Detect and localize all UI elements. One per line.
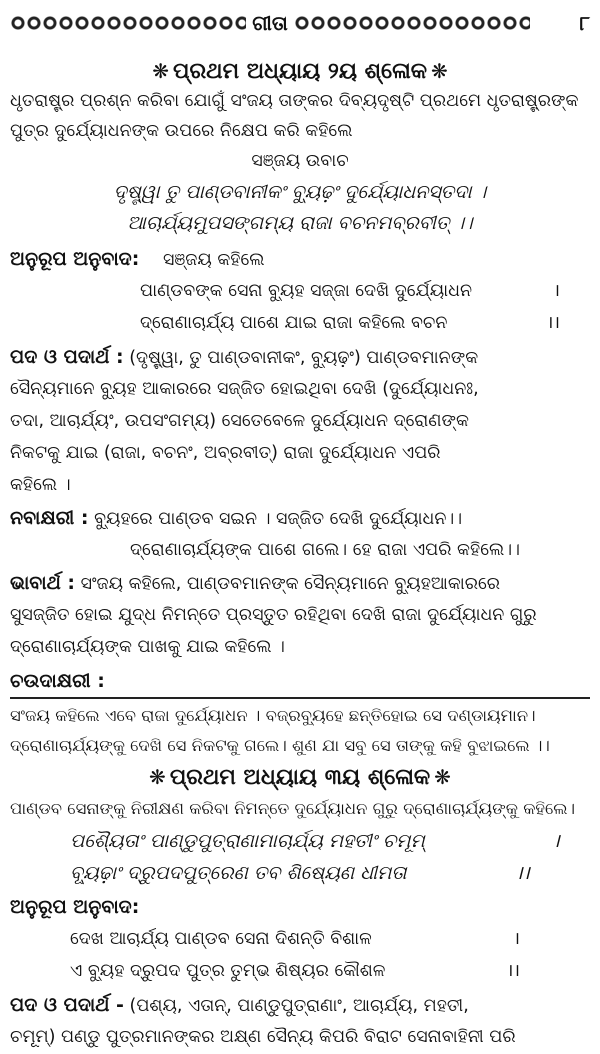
section1-uvacha: ସଞ୍ଜୟ ଉବାଚ [251, 151, 349, 171]
section2-heading-text: ପ୍ରଥମ ଅଧ୍ୟାୟ ୩ୟ ଶ୍ଳୋକ [169, 765, 431, 790]
ornament-right [294, 12, 530, 34]
pada-text: (ଦୃଷ୍ଟ୍ୱା, ତୁ ପାଣ୍ଡବାନୀକଂ, ବ୍ୟୁଢ଼ଂ) ପାଣ୍ଡବମାନଙ୍କ [129, 348, 479, 368]
section2-verse-2 [10, 858, 590, 888]
verse-text: ବ୍ୟୂଢ଼ାଂ ଦ୍ରୁପଦପୁତ୍ରେଣ ତବ ଶିଷ୍ୟେଣ ଧୀମତା [70, 862, 407, 884]
chau-label: ଚଉଦାକ୍ଷରୀ : [10, 670, 105, 692]
section1-chau-1: ସଂଜୟ କହିଲେ ଏବେ ରାଜା ଦୁର୍ଯ୍ୟୋଧନ । ବଜ୍ରବ୍ୟୁହେ ଛନ୍ତିହୋଇ ସେ ଦଣ୍ଡାୟମାନ। [10, 706, 536, 725]
divider [10, 697, 590, 699]
section1-chau-2: ଦ୍ରୋଣାଚାର୍ଯ୍ୟଙ୍କୁ ଦେଖି ସେ ନିକଟକୁ ଗଲେ। ଶୁଣ ଯା ସବୁ ସେ ତାଙ୍କୁ କହି ବୁଝାଇଲେ ।। [10, 736, 550, 755]
anurupa-text: ଏ ବ୍ୟୁହ ଦ୍ରୁପଦ ପୁତ୍ର ତୁମ୍ଭ ଶିଷ୍ୟର କୌଶଳ [70, 961, 386, 981]
section1-anurupa-2 [10, 308, 590, 338]
anurupa-text: ପାଣ୍ଡବଙ୍କ ସେନା ବ୍ୟୁହ ସଜ୍ଜା ଦେଖି ଦୁର୍ଯ୍ୟୋଧନ [140, 281, 473, 301]
section1-anurupa-1 [10, 276, 590, 306]
section1-intro-1: ଧୃତରାଷ୍ଟ୍ର ପ୍ରଶ୍ନ କରିବା ଯୋଗୁଁ ସଂଜୟ ତାଙ୍କର ଦିବ୍ୟଦୃଷ୍ଟି ପ୍ରଥମେ ଧୃତରାଷ୍ଟ୍ରଙ୍କ [10, 91, 579, 111]
section1-anurupa-row [10, 244, 590, 275]
naba-label: ନବାକ୍ଷରୀ : [10, 507, 89, 529]
section2-verse-1 [10, 826, 590, 856]
star-icon: ❋ [152, 59, 169, 83]
danda-mark: ।। [515, 862, 530, 884]
section1-chau-label [10, 666, 590, 697]
bhava-label: ଭାବାର୍ଥ : [10, 572, 76, 594]
anurupa-text: ଦେଖ ଆଚାର୍ଯ୍ୟ ପାଣ୍ଡବ ସେନା ଦିଶନ୍ତି ବିଶାଳ [70, 929, 372, 949]
section2-heading [10, 762, 590, 793]
bhava-text: ସଂଜୟ କହିଲେ, ପାଣ୍ଡବମାନଙ୍କ ସୈନ୍ୟମାନେ ବ୍ୟୁହଆକାରରେ [80, 574, 501, 594]
section1-pada-3: ତଦା, ଆଚାର୍ଯ୍ୟଂ, ଉପସଂଗମ୍ୟ) ସେତେବେଳେ ଦୁର୍ଯ୍ୟୋଧନ ଦ୍ରୋଣଙ୍କ [10, 411, 469, 431]
section1-pada-5: କହିଲେ । [10, 475, 71, 495]
section2-pada-1 [10, 990, 590, 1021]
section2-intro: ପାଣ୍ଡବ ସେନାଙ୍କୁ ନିରୀକ୍ଷଣ କରିବା ନିମନ୍ତେ ଦୁର୍ଯ୍ୟୋଧନ ଗୁରୁ ଦ୍ରୋଣାଚାର୍ଯ୍ୟଙ୍କୁ କହିଲେ। [10, 799, 576, 818]
section1-bhava-2: ସୁସଜ୍ଜିତ ହୋଇ ଯୁଦ୍ଧ ନିମନ୍ତେ ପ୍ରସ୍ତୁତ ରହିଥିବା ଦେଖି ରାଜା ଦୁର୍ଯ୍ୟୋଧନ ଗୁରୁ [10, 605, 537, 625]
section1-pada-2: ସୈନ୍ୟମାନେ ବ୍ୟୁହ ଆକାରରେ ସଜ୍ଜିତ ହୋଇଥିବା ଦେଖି (ଦୁର୍ଯ୍ୟୋଧନଃ, [10, 379, 479, 399]
danda-mark: ।। [506, 961, 520, 981]
section1-intro-2: ପୁତ୍ର ଦୁର୍ଯ୍ୟୋଧନଙ୍କ ଉପରେ ନିକ୍ଷେପ କରି କହିଲେ [10, 121, 353, 141]
page-number: ୮ [579, 11, 590, 35]
section1-pada-4: ନିକଟକୁ ଯାଇ (ରାଜା, ବଚନଂ, ଅବ୍ରବୀତ୍) ରାଜା ଦୁର୍ଯ୍ୟୋଧନ ଏପରି [10, 443, 441, 463]
section2-anurupa-1 [10, 924, 590, 954]
pada-label: ପଦ ଓ ପଦାର୍ଥ : [10, 346, 124, 368]
page-header [10, 6, 590, 40]
danda-mark: । [552, 830, 560, 852]
anurupa-label: ଅନୁରୂପ ଅନୁବାଦ: [10, 248, 140, 270]
section1-heading [10, 56, 590, 87]
section2-anurupa-2 [10, 956, 590, 986]
section2-anurupa-label-row [10, 892, 590, 923]
star-icon: ❋ [431, 59, 448, 83]
anurupa-text: ଦ୍ରୋଣାଚାର୍ଯ୍ୟ ପାଶେ ଯାଇ ରାଜା କହିଲେ ବଚନ [140, 313, 448, 333]
anurupa-lead: ସଞ୍ଜୟ କହିଲେ [162, 250, 265, 270]
section1-bhava-1 [10, 568, 590, 599]
section2-pada-2: ଚମୂମ୍) ପଣ୍ଡୁ ପୁତ୍ରମାନଙ୍କର ଅକ୍ଷ୍ଣ ସୈନ୍ୟ କିପରି ବିରାଟ ସେନାବାହିନୀ ପରି [10, 1027, 516, 1047]
section1-bhava-3: ଦ୍ରୋଣାଚାର୍ଯ୍ୟଙ୍କ ପାଖକୁ ଯାଇ କହିଲେ । [10, 637, 285, 657]
star-icon: ❋ [149, 765, 166, 789]
danda-mark: ।। [546, 313, 560, 333]
section1-pada-1 [10, 342, 590, 373]
section1-verse-2: ଆଚାର୍ଯ୍ୟମୁପସଙ୍ଗମ୍ୟ ରାଜା ବଚନମବ୍ରବୀତ୍ ।। [127, 212, 473, 234]
danda-mark: । [553, 281, 560, 301]
page-title: ଗୀତା [252, 11, 288, 35]
star-icon: ❋ [434, 765, 451, 789]
section1-verse-1: ଦୃଷ୍ଟ୍ୱା ତୁ ପାଣ୍ଡବାନୀକଂ ବ୍ୟୁଢ଼ଂ ଦୁର୍ଯ୍ୟୋଧନସ୍ତଦା । [113, 181, 487, 203]
section1-heading-text: ପ୍ରଥମ ଅଧ୍ୟାୟ ୨ୟ ଶ୍ଳୋକ [172, 59, 428, 84]
ornament-left [10, 12, 246, 34]
naba-text: ବ୍ୟୁହରେ ପାଣ୍ଡବ ସଇନ । ସଜ୍ଜିତ ଦେଖି ଦୁର୍ଯ୍ୟୋଧନ।। [94, 509, 463, 529]
section1-naba-2: ଦ୍ରୋଣାଚାର୍ଯ୍ୟଙ୍କ ପାଶେ ଗଲେ। ହେ ରାଜା ଏପରି କହିଲେ।। [130, 540, 520, 560]
pada-text: (ପଶ୍ୟ, ଏତାନ୍, ପାଣ୍ଡୁପୁତ୍ରାଣାଂ, ଆଚାର୍ଯ୍ୟ, ମହତୀ, [129, 996, 469, 1016]
danda-mark: । [513, 929, 520, 949]
verse-text: ପଶ୍ୟୈତାଂ ପାଣ୍ଡୁପୁତ୍ରାଣାମାଚାର୍ଯ୍ୟ ମହତୀଂ ଚମୂମ୍ [70, 830, 425, 852]
pada-label: ପଦ ଓ ପଦାର୍ଥ - [10, 994, 124, 1016]
anurupa-label: ଅନୁରୂପ ଅନୁବାଦ: [10, 896, 140, 918]
section1-naba-1 [10, 503, 590, 534]
